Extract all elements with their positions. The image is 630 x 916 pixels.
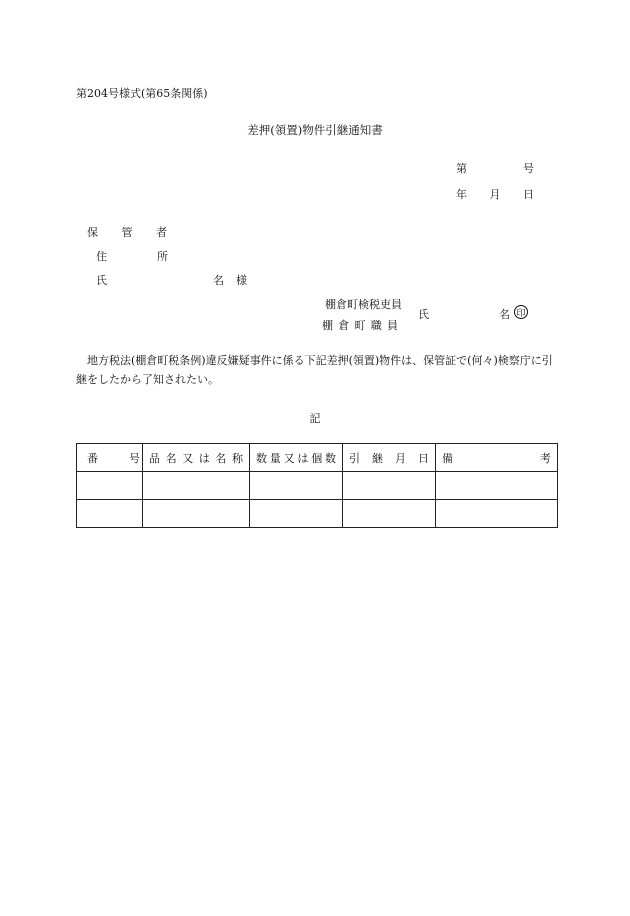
- dai-char: 第: [456, 162, 467, 175]
- official-title-inspector: 棚倉町検税吏員: [325, 298, 402, 311]
- table-cell[interactable]: [343, 472, 436, 500]
- form-number: 第204号様式(第65条関係): [76, 87, 208, 100]
- table-cell[interactable]: [143, 500, 250, 528]
- day-char: 日: [523, 188, 534, 201]
- header-item-name: 品 名 又 は 名 称: [143, 444, 250, 472]
- header-remarks: 備 考: [436, 444, 558, 472]
- official-title-staff: 棚 倉 町 職 員: [322, 319, 398, 332]
- name-label: 氏 名 様: [96, 274, 247, 287]
- document-title: 差押(領置)物件引継通知書: [247, 123, 383, 137]
- document-date: [456, 186, 534, 202]
- document-number: [456, 160, 534, 176]
- table-cell[interactable]: [77, 500, 143, 528]
- table-cell[interactable]: [250, 500, 343, 528]
- notice-body-text: 地方税法(棚倉町税条例)違反嫌疑事件に係る下記差押(領置)物件は、保管証で(何々)検察庁に引継をしたから了知されたい。: [76, 354, 553, 386]
- header-quantity: 数 量 又 は 個 数: [250, 444, 343, 472]
- table-cell[interactable]: [436, 472, 558, 500]
- sama-label: 名 様: [213, 274, 247, 287]
- signature-uji: 氏: [418, 308, 429, 321]
- table-cell[interactable]: [436, 500, 558, 528]
- table-cell[interactable]: [77, 472, 143, 500]
- go-char: 号: [523, 162, 534, 175]
- address-label: 住 所: [96, 250, 168, 263]
- year-char: 年: [456, 188, 467, 201]
- table-cell[interactable]: [250, 472, 343, 500]
- header-number: 番 号: [77, 444, 143, 472]
- month-char: 月: [489, 188, 501, 201]
- seal-mark: 印: [514, 305, 528, 319]
- signature-na: 名: [499, 308, 510, 321]
- ki-heading: 記: [309, 412, 321, 425]
- table-cell[interactable]: [343, 500, 436, 528]
- items-table: [76, 443, 558, 528]
- table-row: [77, 472, 558, 500]
- header-transfer-date: 引 継 月 日: [343, 444, 436, 472]
- table-header-row: [77, 444, 558, 472]
- keeper-label: 保 管 者: [87, 226, 167, 239]
- table-row: [77, 500, 558, 528]
- table-cell[interactable]: [143, 472, 250, 500]
